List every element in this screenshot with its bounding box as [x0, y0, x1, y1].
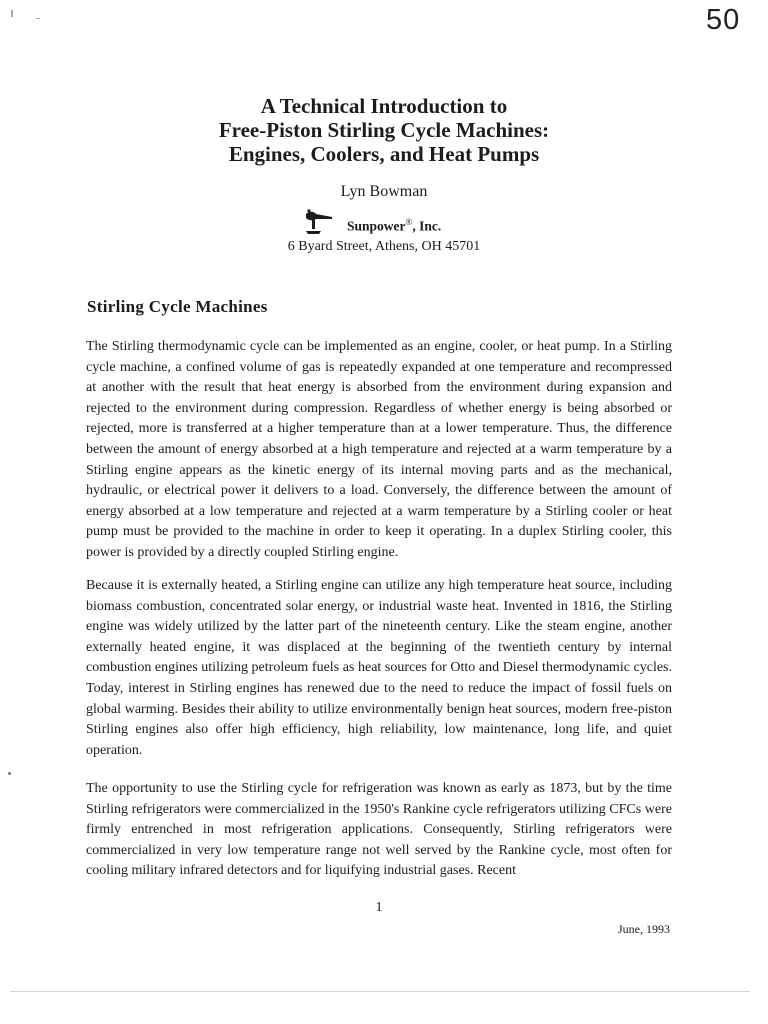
scan-speck	[8, 772, 11, 775]
title-line-2: Free-Piston Stirling Cycle Machines:	[218, 118, 550, 142]
paragraph-3: The opportunity to use the Stirling cycle for refrigeration was known as early as 1873, but by the time Stirling refrigerators were commercialized in the 1950's Rankine cycle refrigerators utilizing CFCs were firmly entrenched in most refrigeration applications. Consequently, Stirling refrigerators were commercialized in very low temperature range not well served by the Rankine cycle, most often for cooling military infrared detectors and for liquifying industrial gases. Recent	[86, 781, 672, 879]
title-line-1: A Technical Introduction to	[260, 94, 508, 118]
scan-speck	[36, 18, 40, 19]
paragraph-2: Because it is externally heated, a Stirling engine can utilize any high temperature heat source, including biomass combustion, concentrated solar energy, or industrial waste heat. Invented in 1816, the Stirling engine was widely utilized by the latter part of the nineteenth century. Like the steam engine, another externally heated engine, it was displaced at the beginning of the twentieth century by internal combustion engines utilizing petroleum fuels as heat sources for Otto and Diesel thermodynamic cycles. Today, interest in Stirling engines has renewed due to the need to reduce the impact of fossil fuels on global warming. Besides their ability to utilize environmentally benign heat sources, modern free-piston Stirling engines also offer high efficiency, high reliability, low maintenance, long life, and quiet operation.	[86, 578, 672, 758]
registered-mark: ®	[405, 217, 413, 227]
handwritten-page-number: 50	[706, 4, 741, 36]
title-line-3: Engines, Coolers, and Heat Pumps	[228, 142, 540, 166]
document-title	[0, 94, 768, 166]
company-name: Sunpower®, Inc.	[347, 217, 442, 234]
footer-date: June, 1993	[618, 922, 670, 936]
scan-artifact-line	[10, 991, 750, 992]
footer-page-number: 1	[375, 900, 383, 915]
author-name: Lyn Bowman	[340, 183, 428, 200]
sunpower-lamp-icon	[303, 208, 337, 236]
section-heading: Stirling Cycle Machines	[87, 297, 268, 316]
company-address: 6 Byard Street, Athens, OH 45701	[287, 239, 481, 254]
paragraph-1: The Stirling thermodynamic cycle can be implemented as an engine, cooler, or heat pump. In a Stirling cycle machine, a confined volume of gas is repeatedly expanded at one temperature and recompressed at another with the result that heat energy is absorbed from the environment during expansion and rejected to the environment during compression. Regardless of whether energy is being absorbed or rejected, more is transferred at a higher temperature than at a lower temperature. Thus, the difference between the amount of energy absorbed at a high temperature and rejected at a warm temperature by a Stirling engine appears as the kinetic energy of its internal moving parts and as the mechanical, hydraulic, or electrical power it delivers to a load. Conversely, the difference between the amount of energy absorbed at a low temperature and rejected at a warm temperature by a Stirling cooler or heat pump must be provided to the machine in order to keep it operating. In a duplex Stirling cooler, this power is provided by a directly coupled Stirling engine.	[86, 339, 672, 560]
scan-speck	[11, 10, 13, 17]
